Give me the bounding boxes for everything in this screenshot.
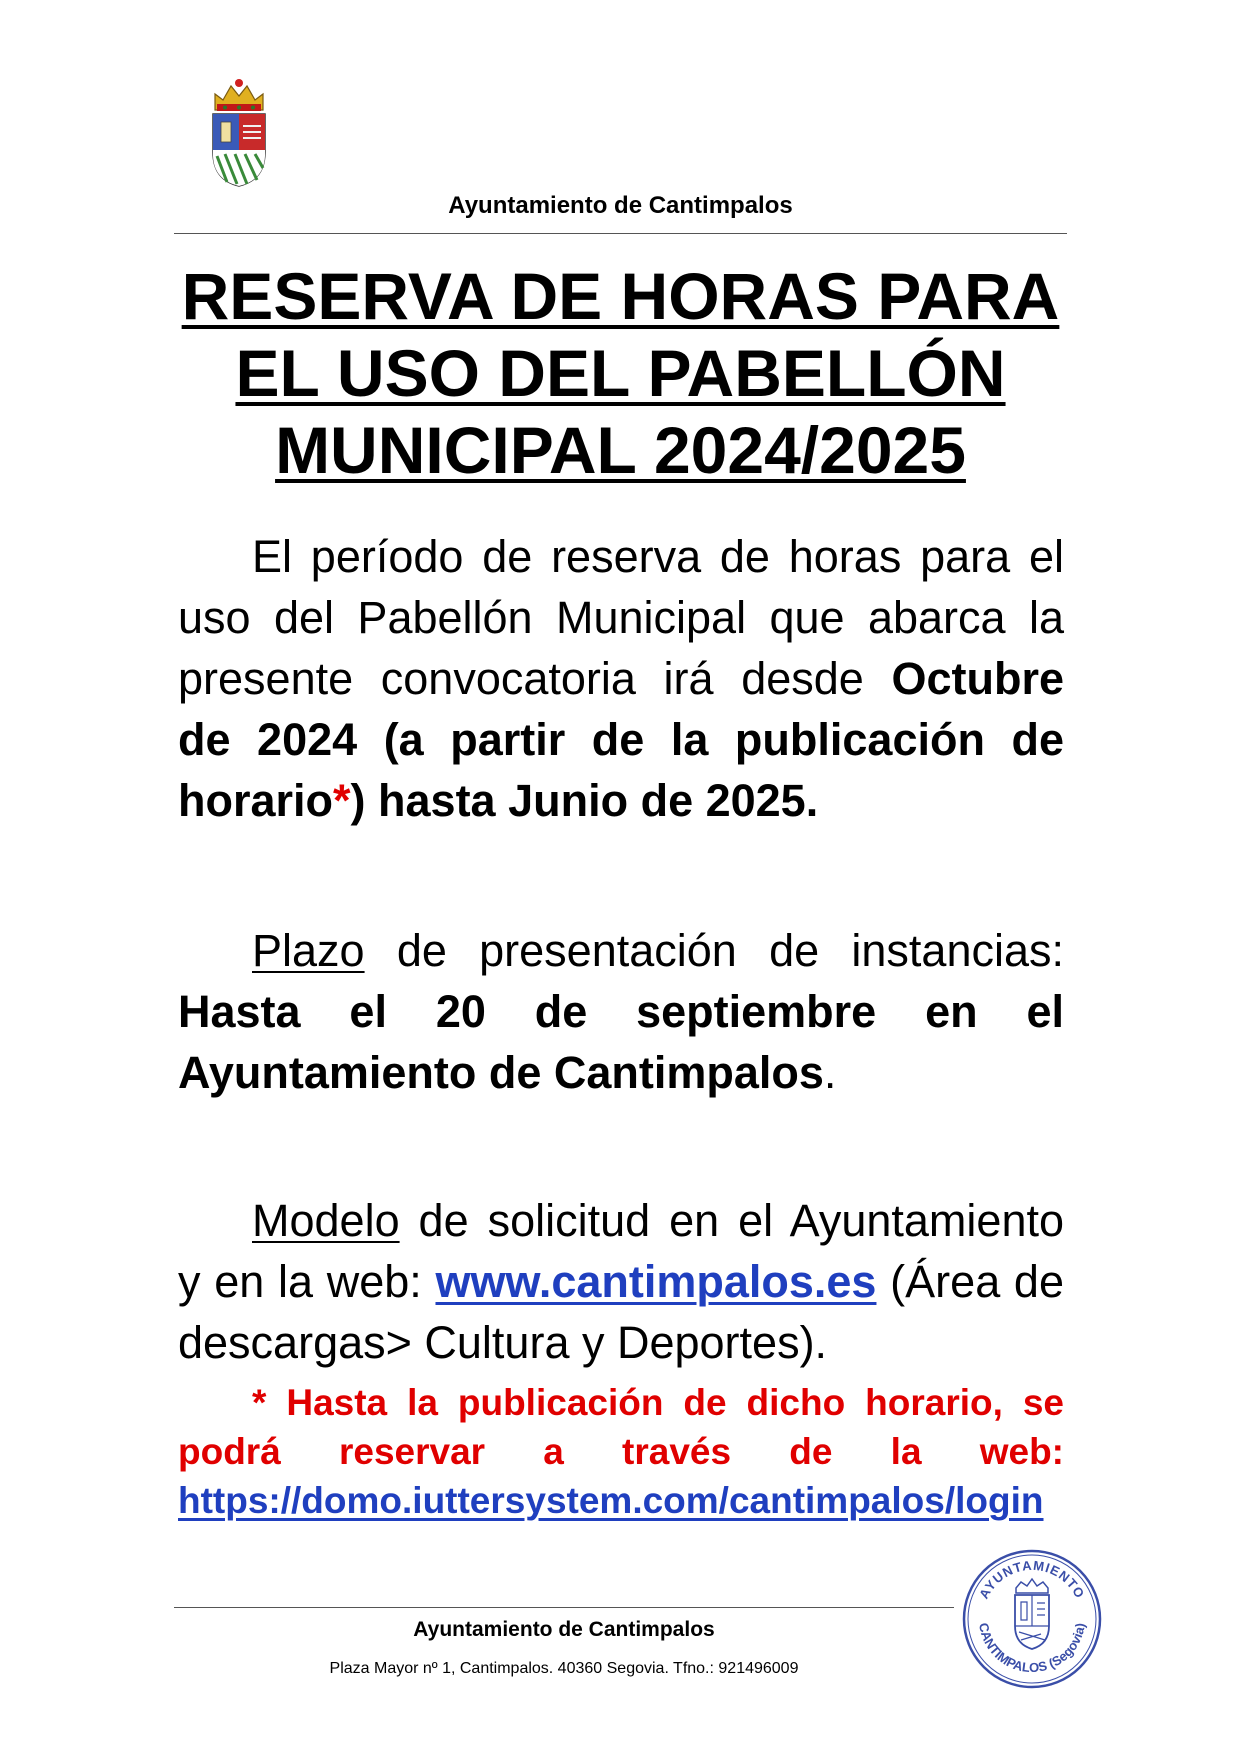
booking-note-text: * Hasta la publicación de dicho horario, se podrá reservar a través de la web: — [178, 1382, 1064, 1472]
deadline-text: de presentación de instancias: — [364, 925, 1064, 976]
deadline-date: Hasta el 20 de septiembre en el Ayuntamiento de Cantimpalos — [178, 986, 1064, 1098]
header-title: Ayuntamiento de Cantimpalos — [448, 192, 793, 219]
website-link[interactable]: www.cantimpalos.es — [435, 1256, 877, 1307]
page-title-line-1: RESERVA DE HORAS PARA — [181, 259, 1060, 333]
reservation-period-start: Octubre de 2024 (a partir de la publicación de horario — [178, 653, 1064, 826]
booking-link[interactable]: https://domo.iuttersystem.com/cantimpalos/login — [178, 1480, 1044, 1521]
deadline-paragraph — [178, 920, 1064, 1103]
page-title-line-3: MUNICIPAL 2024/2025 — [275, 413, 966, 487]
official-seal-icon — [961, 1548, 1103, 1690]
footer-title: Ayuntamiento de Cantimpalos — [413, 1618, 715, 1641]
footnote-asterisk: * — [333, 775, 351, 826]
coat-of-arms-icon — [207, 76, 271, 188]
stamp-bottom-text: CANTIMPALOS (Segovia) — [976, 1621, 1088, 1676]
reservation-period-text: El período de reserva de horas para el uso del Pabellón Municipal que abarca la presente convocatoria irá desde — [178, 531, 1064, 704]
form-label: Modelo — [252, 1195, 400, 1246]
page-title — [174, 258, 1067, 489]
footer-divider — [174, 1607, 954, 1608]
booking-note — [178, 1378, 1064, 1525]
deadline-label: Plazo — [252, 925, 365, 976]
header-divider — [174, 233, 1067, 234]
form-text: de solicitud en el Ayuntamiento y en la web: — [178, 1195, 1064, 1307]
form-paragraph — [178, 1190, 1064, 1373]
deadline-period: . — [823, 1047, 837, 1098]
stamp-top-text: AYUNTAMIENTO — [976, 1557, 1088, 1602]
footer-address: Plaza Mayor nº 1, Cantimpalos. 40360 Segovia. Tfno.: 921496009 — [329, 1660, 799, 1677]
form-download-area: (Área de descargas> Cultura y Deportes). — [178, 1256, 1064, 1368]
reservation-period-end: ) hasta Junio de 2025. — [350, 775, 819, 826]
page-title-line-2: EL USO DEL PABELLÓN — [235, 336, 1006, 410]
reservation-period-paragraph — [178, 526, 1064, 831]
